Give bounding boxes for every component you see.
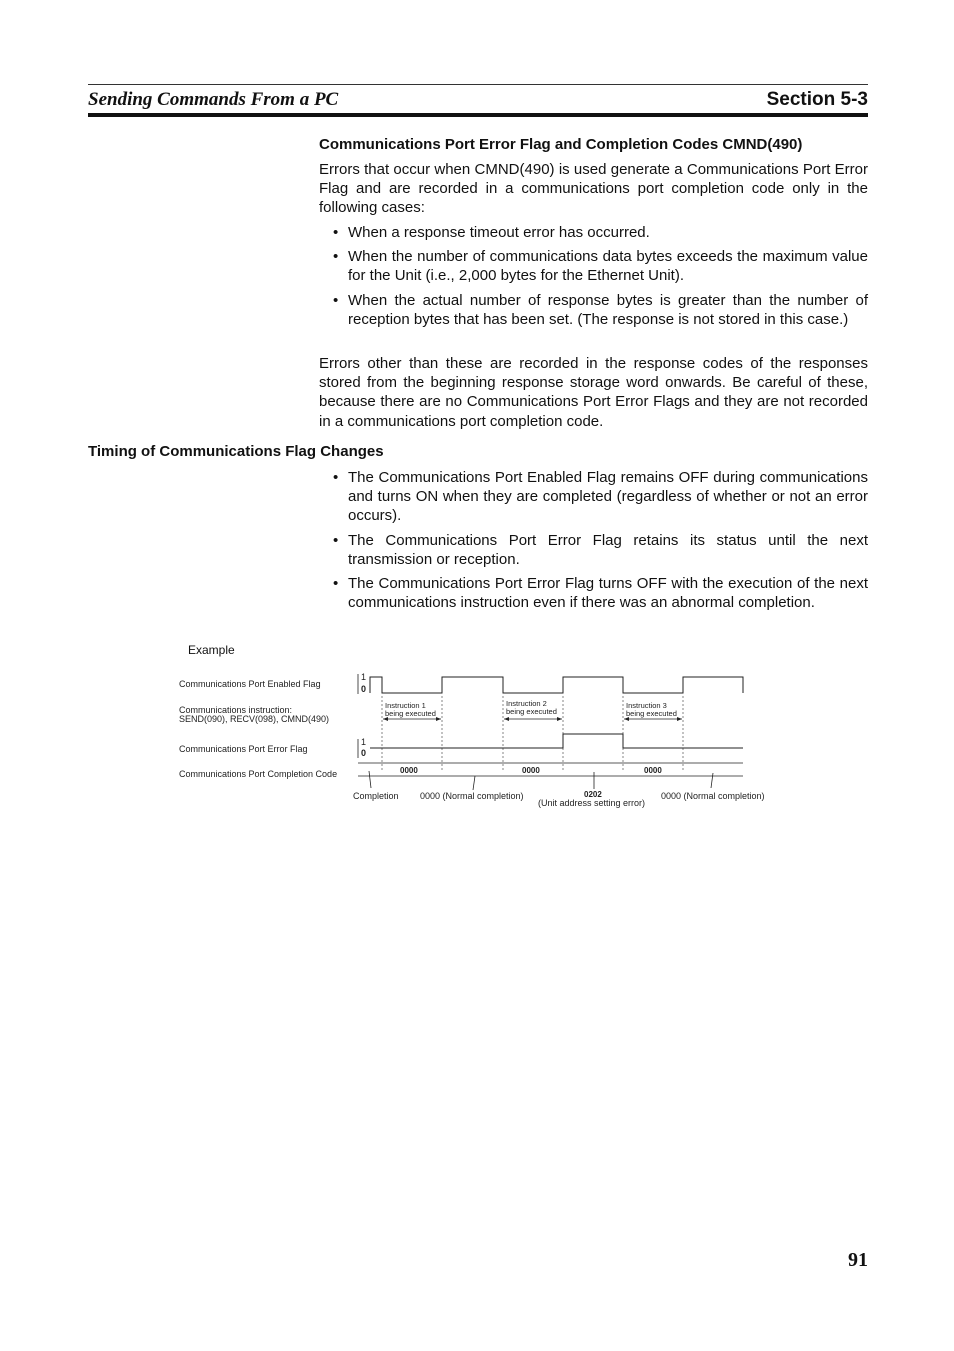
instruction-1-label-line2: being executed — [385, 709, 436, 718]
error-level-high: 1 — [361, 737, 367, 747]
completion-code-3: 0000 — [644, 766, 662, 775]
timing-diagram — [170, 660, 790, 820]
list-item: • The Communications Port Enabled Flag remains OFF during communications and turns ON when they are completed (regardless of whether or not an error occurs). — [333, 469, 868, 525]
arrowhead — [436, 717, 441, 721]
signal-label-instruction-2: SEND(090), RECV(098), CMND(490) — [179, 714, 330, 724]
enabled-flag-waveform — [370, 677, 743, 693]
annotation-completion: Completion — [353, 791, 399, 801]
instruction-2-label-line1: Instruction 2 — [506, 699, 547, 708]
arrowhead — [677, 717, 682, 721]
signal-label-error-flag: Communications Port Error Flag — [179, 744, 308, 754]
error-flag-waveform — [370, 734, 743, 748]
annotation-normal-1: 0000 (Normal completion) — [420, 791, 524, 801]
intro-paragraph: Errors that occur when CMND(490) is used generate a Communications Port Error Flag and are recorded in a communications port completion code only in the following cases: — [319, 161, 868, 217]
header-bottom-rule — [88, 113, 868, 117]
example-label: Example — [188, 643, 235, 657]
list-item: • The Communications Port Error Flag retains its status until the next transmission or reception. — [333, 531, 868, 568]
running-header-title: Sending Commands From a PC — [88, 89, 339, 110]
signal-label-enabled-flag: Communications Port Enabled Flag — [179, 679, 321, 689]
signal-label-completion-code: Communications Port Completion Code — [179, 769, 338, 779]
section-heading-error-flag: Communications Port Error Flag and Completion Codes CMND(490) — [319, 136, 803, 153]
annotation-normal-2: 0000 (Normal completion) — [661, 791, 765, 801]
instruction-1-label-line1: Instruction 1 — [385, 701, 426, 710]
instruction-2-label-line2: being executed — [506, 707, 557, 716]
closing-paragraph: Errors other than these are recorded in the response codes of the responses stored from the beginning response storage word onwards. Be careful of these, because there are no Communications Port Error Flags and they are not recorded in a communications port completion code. — [319, 355, 868, 430]
instruction-3-label-line1: Instruction 3 — [626, 701, 667, 710]
section-heading-timing: Timing of Communications Flag Changes — [88, 443, 384, 460]
list-item: • The Communications Port Error Flag turns OFF with the execution of the next communications instruction even if there was an abnormal completion. — [333, 575, 868, 612]
completion-code-1: 0000 — [400, 766, 418, 775]
leader-line — [473, 776, 475, 790]
running-header-section: Section 5-3 — [766, 89, 868, 110]
instruction-3-label-line2: being executed — [626, 709, 677, 718]
header-top-rule — [88, 84, 868, 85]
enabled-level-low: 0 — [361, 684, 367, 694]
timing-rules-list — [333, 468, 868, 617]
arrowhead — [557, 717, 562, 721]
arrowhead — [504, 717, 509, 721]
leader-line — [369, 771, 371, 788]
error-level-low: 0 — [361, 748, 367, 758]
enabled-level-high: 1 — [361, 672, 367, 682]
annotation-error-code: 0202 — [584, 790, 602, 799]
list-item: • When the number of communications data bytes exceeds the maximum value for the Unit (i.e., 2,000 bytes for the Ethernet Unit). — [333, 248, 868, 285]
list-item: • When the actual number of response bytes is greater than the number of reception bytes that has been set. (The response is not stored in this case.) — [333, 291, 868, 328]
leader-line — [711, 773, 713, 788]
annotation-error-desc: (Unit address setting error) — [538, 798, 646, 808]
signal-label-instruction-1: Communications instruction: — [179, 705, 293, 715]
completion-code-2: 0000 — [522, 766, 540, 775]
page-number: 91 — [848, 1249, 868, 1271]
error-cases-list — [333, 223, 868, 334]
list-item: • When a response timeout error has occurred. — [333, 224, 650, 241]
